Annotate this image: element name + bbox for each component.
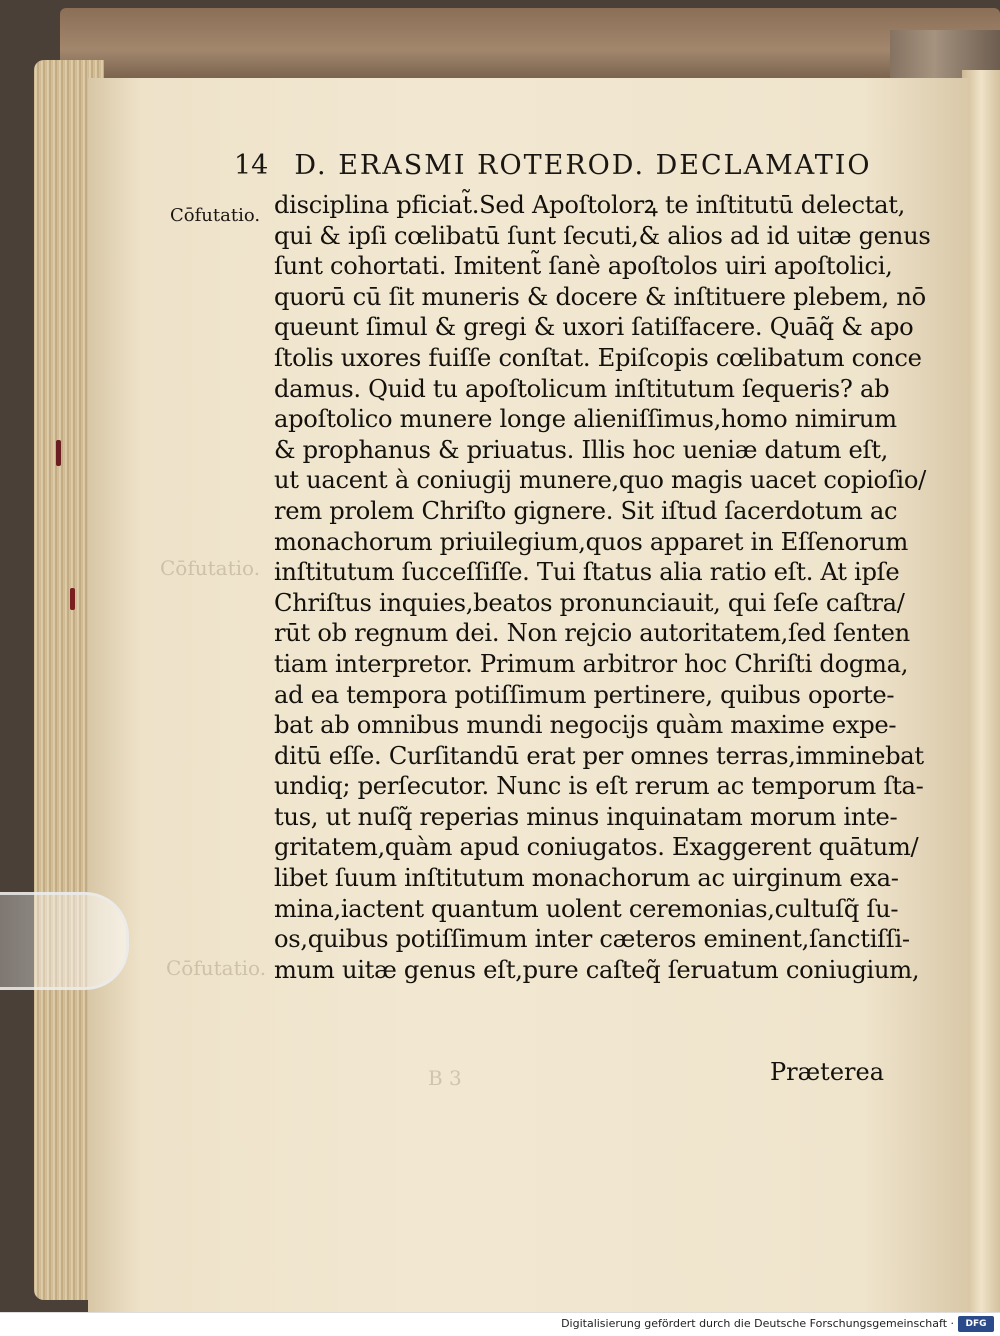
text-line: ſunt cohortati. Imitent̃ ſanè apoſtolos uiri apoſtolici, bbox=[274, 252, 893, 281]
page-clip bbox=[0, 892, 129, 990]
text-line: os,quibus potiſſimum inter cæteros eminent,ſanctiſſi- bbox=[274, 925, 910, 954]
ribbon-marker bbox=[70, 588, 75, 610]
text-line: rem prolem Chriſto gignere. Sit iſtud ſacerdotum ac bbox=[274, 496, 898, 525]
text-line: monachorum priuilegium,quos apparet in Eſſenorum bbox=[274, 527, 909, 556]
show-through-signature: B 3 bbox=[428, 1066, 462, 1090]
text-line: quorū cū ſit muneris & docere & inſtituere plebem, nō bbox=[274, 282, 926, 311]
text-line: gritatem,quàm apud coniugatos. Exaggerent quātum/ bbox=[274, 833, 919, 862]
margin-note: Cōfutatio. bbox=[170, 205, 261, 226]
running-header bbox=[234, 150, 874, 181]
funding-credit: Digitalisierung gefördert durch die Deutsche Forschungsgemeinschaft · bbox=[561, 1317, 954, 1330]
ribbon-marker bbox=[56, 440, 61, 466]
running-title: D. ERASMI ROTEROD. DECLAMATIO bbox=[294, 150, 872, 181]
show-through-note: Cōfutatio. bbox=[160, 556, 261, 580]
catchword: Præterea bbox=[770, 1058, 885, 1086]
text-line: queunt ſimul & gregi & uxori ſatiſfacere. Quāq̃ & apo bbox=[274, 313, 914, 342]
text-line: qui & ipſi cœlibatū ſunt ſecuti,& alios ad id uitæ genus bbox=[274, 221, 931, 250]
text-line: rūt ob regnum dei. Non rejcio autoritatem,ſed ſenten bbox=[274, 619, 910, 648]
text-line: ad ea tempora potiſſimum pertinere, quibus oporte- bbox=[274, 680, 895, 709]
text-line: libet ſuum inſtitutum monachorum ac uirginum exa- bbox=[274, 864, 899, 893]
body-text bbox=[274, 190, 931, 985]
text-line: mina,iactent quantum uolent ceremonias,cultuſq̃ ſu- bbox=[274, 894, 899, 923]
text-line: tus, ut nuſq̃ reperias minus inquinatam morum inte- bbox=[274, 802, 898, 831]
text-line: mum uitæ genus eſt,pure caſteq̃ ſeruatum coniugium, bbox=[274, 955, 920, 984]
dfg-logo: DFG bbox=[958, 1316, 994, 1332]
text-line: ditū eſſe. Curſitandū erat per omnes terras,imminebat bbox=[274, 741, 924, 770]
text-line: tiam interpretor. Primum arbitror hoc Chriſti dogma, bbox=[274, 649, 909, 678]
book-cover-top bbox=[60, 8, 1000, 78]
text-line: apoſtolico munere longe alieniſſimus,homo nimirum bbox=[274, 405, 897, 434]
text-line: bat ab omnibus mundi negocijs quàm maxime expe- bbox=[274, 711, 897, 740]
text-line: disciplina pficiat̃.Sed Apoſtolorꝝ te inſtitutū delectat, bbox=[274, 191, 906, 219]
show-through-note: Cōfutatio. bbox=[166, 956, 267, 980]
footer-bar bbox=[0, 1312, 1000, 1336]
page-number: 14 bbox=[234, 150, 269, 181]
text-line: damus. Quid tu apoſtolicum inſtitutum ſequeris? ab bbox=[274, 374, 890, 403]
text-line: undiq; perſecutor. Nunc is eſt rerum ac temporum ſta- bbox=[274, 772, 924, 801]
text-line: & prophanus & priuatus. Illis hoc ueniæ datum eſt, bbox=[274, 435, 889, 464]
text-line: ut uacent à coniugij munere,quo magis uacet copioſio/ bbox=[274, 466, 926, 495]
text-line: Chriſtus inquies,beatos pronunciauit, qui ſeſe caſtra/ bbox=[274, 588, 905, 617]
text-line: inſtitutum ſucceſſiſſe. Tui ſtatus alia ratio eſt. At ipſe bbox=[274, 558, 900, 587]
text-line: ſtolis uxores fuiſſe conſtat. Epiſcopis cœlibatum conce bbox=[274, 343, 922, 372]
